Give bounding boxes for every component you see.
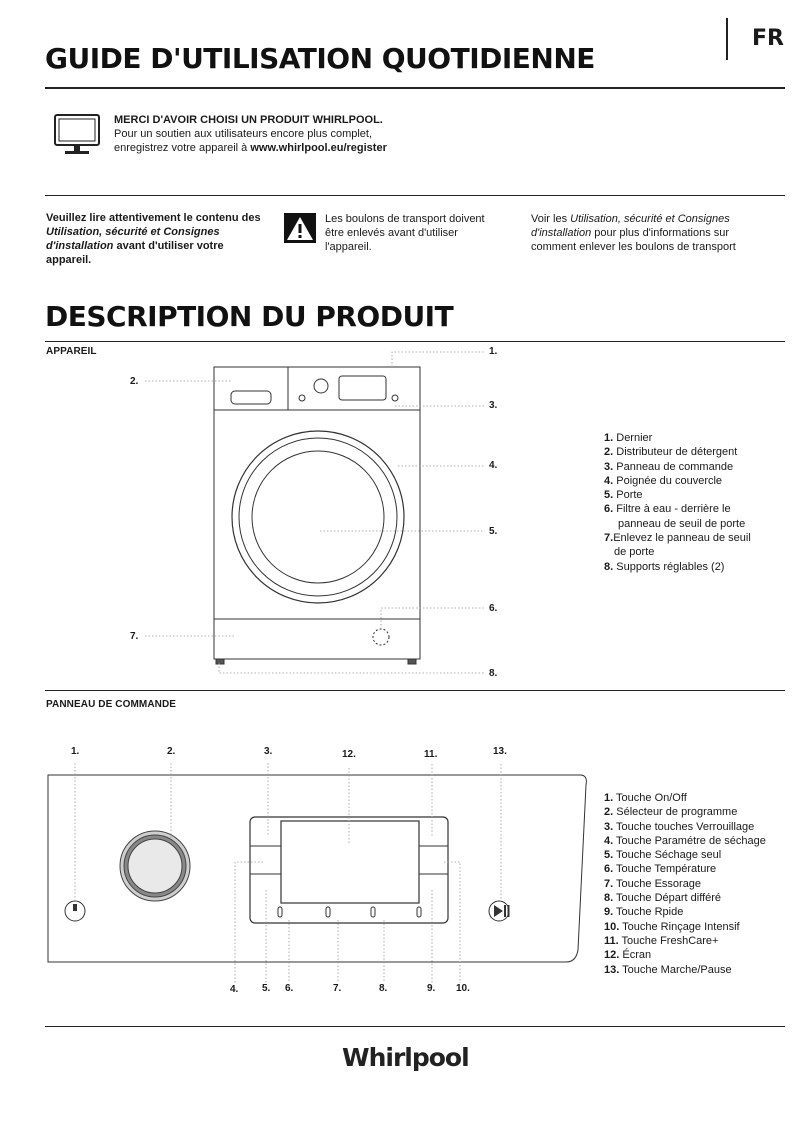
legend-item: 3. Panneau de commande	[604, 460, 734, 473]
read-text-b: des	[241, 212, 261, 224]
appliance-label: APPAREIL	[46, 346, 97, 357]
legend-item: 7. Touche Essorage	[604, 877, 702, 890]
washing-machine-diagram	[0, 340, 560, 690]
panel-divider	[45, 690, 785, 691]
legend-item: 7.Enlevez le panneau de seuil	[604, 532, 751, 545]
appliance-callout-2: 2.	[130, 376, 139, 387]
thanks-line1: Pour un soutien aux utilisateurs encore plus complet,	[114, 128, 373, 140]
transport-bolts-notice: Les boulons de transport doivent être enlevés avant d'utiliser l'appareil.	[325, 213, 485, 253]
warning-icon	[284, 213, 316, 243]
page-title: GUIDE D'UTILISATION QUOTIDIENNE	[45, 42, 595, 75]
appliance-callout-6: 6.	[489, 603, 498, 614]
control-panel-legend	[604, 791, 766, 977]
panel-callout-1: 1.	[71, 746, 80, 757]
panel-callout-3: 3.	[264, 746, 273, 757]
legend-item: 2. Distributeur de détergent	[604, 446, 738, 459]
legend-item: 11. Touche FreshCare+	[604, 934, 719, 947]
legend-item: 5. Porte	[604, 489, 643, 502]
delay-start-key	[371, 907, 375, 917]
legend-item: 13. Touche Marche/Pause	[604, 963, 732, 976]
panel-callout-9: 9.	[427, 983, 436, 994]
display-screen	[281, 821, 419, 903]
panel-callout-5: 5.	[262, 983, 271, 994]
legend-item: 4. Poignée du couvercle	[604, 474, 723, 487]
computer-monitor-icon	[52, 113, 102, 159]
language-badge: FR	[752, 26, 784, 51]
thanks-line2	[114, 141, 434, 155]
title-underline	[45, 87, 785, 89]
legend-item: 6. Filtre à eau - derrière le	[604, 503, 731, 516]
panel-callout-7: 7.	[333, 983, 342, 994]
see-italic: Utilisation, sécurité et Consignes d'installation	[531, 213, 730, 239]
spin-key	[326, 907, 330, 917]
panel-callout-10: 10.	[456, 983, 470, 994]
appliance-callout-5: 5.	[489, 526, 498, 537]
legend-item: panneau de seuil de porte	[618, 517, 746, 530]
see-suffix: pour plus d'informations sur comment enlever les boulons de transport	[531, 227, 736, 253]
appliance-legend	[604, 431, 751, 574]
legend-item: 8. Touche Départ différé	[604, 892, 722, 905]
panel-callout-11: 11.	[424, 749, 438, 760]
detergent-drawer	[231, 391, 271, 404]
footer-divider	[45, 1026, 785, 1027]
see-safety-notice	[531, 212, 761, 254]
thanks-line2-prefix: enregistrez votre appareil à	[114, 142, 251, 154]
dry-only-key	[278, 907, 282, 917]
legend-item: 3. Touche touches Verrouillage	[604, 820, 755, 833]
whirlpool-logo: Whirlpool	[342, 1043, 469, 1072]
door-glass	[252, 451, 384, 583]
control-panel-diagram	[40, 740, 600, 990]
door-outer	[232, 431, 404, 603]
panel-callout-2: 2.	[167, 746, 176, 757]
register-link[interactable]: www.whirlpool.eu/register	[250, 142, 387, 154]
door-inner	[239, 438, 397, 596]
machine-body	[214, 367, 420, 659]
read-text-italic: Utilisation, sécurité et Consignes d'installation	[46, 226, 220, 252]
appliance-callout-4: 4.	[489, 460, 498, 471]
legend-item: 1. Dernier	[604, 432, 653, 444]
read-instructions-notice	[46, 211, 261, 267]
legend-item: 2. Sélecteur de programme	[604, 806, 738, 819]
appliance-callout-8: 8.	[489, 668, 498, 679]
legend-item: de porte	[614, 546, 655, 559]
appliance-callout-3: 3.	[489, 400, 498, 411]
panel-callout-12: 12.	[342, 749, 356, 760]
see-prefix: Voir les	[531, 213, 571, 225]
panel-callout-6: 6.	[285, 983, 294, 994]
product-description-title: DESCRIPTION DU PRODUIT	[45, 300, 454, 333]
display-window	[339, 376, 386, 400]
legend-item: 12. Écran	[604, 949, 652, 962]
control-panel-label: PANNEAU DE COMMANDE	[46, 699, 177, 710]
legend-item: 1. Touche On/Off	[604, 792, 687, 804]
legend-item: 5. Touche Séchage seul	[604, 849, 722, 862]
legend-item: 9. Touche Rpide	[604, 906, 684, 919]
program-dial	[128, 839, 182, 893]
panel-callout-4: 4.	[230, 984, 239, 995]
read-text-a: Veuillez lire attentivement le contenu	[46, 212, 239, 224]
legend-item: 10. Touche Rinçage Intensif	[604, 920, 740, 933]
appliance-callout-1: 1.	[489, 346, 498, 357]
panel-callout-8: 8.	[379, 983, 388, 994]
thanks-heading: MERCI D'AVOIR CHOISI UN PRODUIT WHIRLPOOL.	[114, 114, 383, 126]
legend-item: 6. Touche Température	[604, 863, 717, 876]
section-divider	[45, 195, 785, 196]
panel-callout-13: 13.	[493, 746, 507, 757]
appliance-callout-7: 7.	[130, 631, 139, 642]
quick-key	[417, 907, 421, 917]
legend-item: 8. Supports réglables (2)	[604, 560, 725, 573]
thanks-block	[114, 113, 434, 155]
header-vertical-rule	[726, 18, 728, 60]
legend-item: 4. Touche Paramétre de séchage	[604, 834, 766, 847]
read-text-c: avant d'utiliser votre appareil.	[46, 240, 224, 266]
filter-cap	[373, 629, 389, 645]
